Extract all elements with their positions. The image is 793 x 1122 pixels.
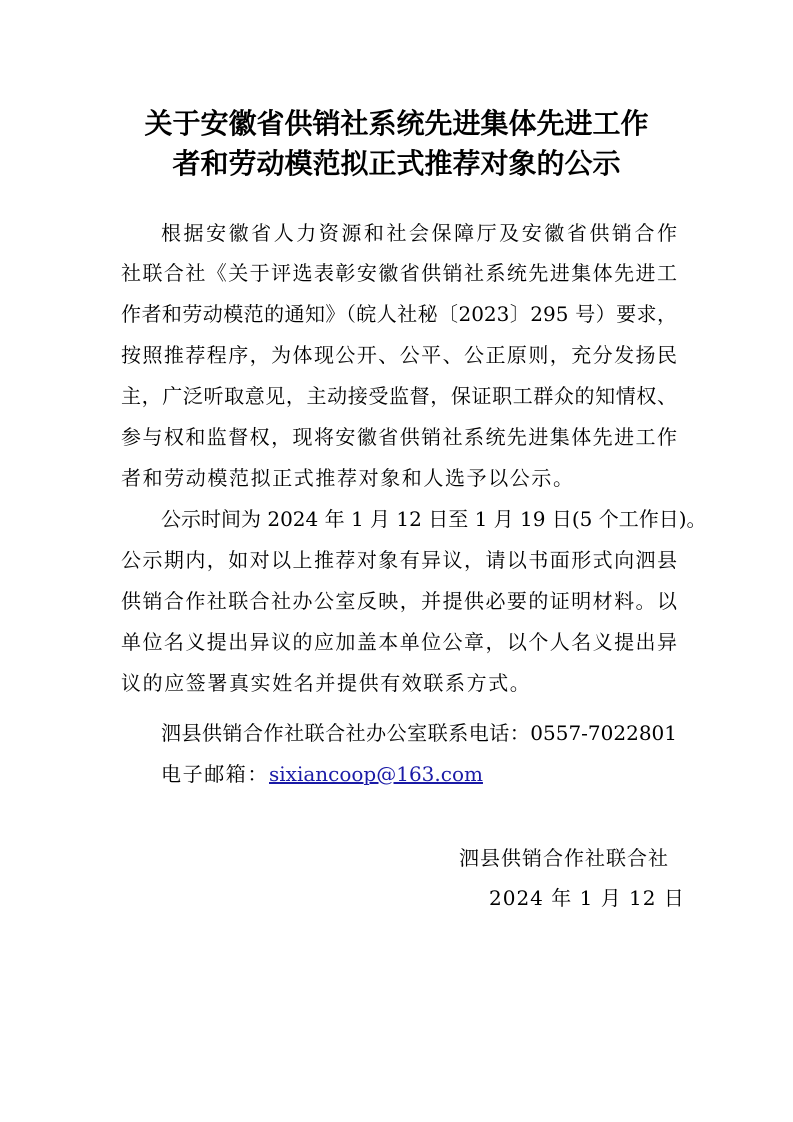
paragraph-2-line-2: 公示期内，如对以上推荐对象有异议，请以书面形式向泗县	[121, 548, 677, 572]
paragraph-1-line-6: 参与权和监督权，现将安徽省供销社系统先进集体先进工作	[121, 425, 677, 449]
paragraph-1-line-3: 作者和劳动模范的通知》（皖人社秘〔2023〕295 号）要求，	[121, 302, 677, 326]
contact-email-line	[161, 759, 677, 789]
paragraph-1-line-2: 社联合社《关于评选表彰安徽省供销社系统先进集体先进工	[121, 261, 677, 285]
paragraph-2-line-4: 单位名义提出异议的应加盖本单位公章，以个人名义提出异	[121, 630, 677, 654]
paragraph-2-line-1: 公示时间为 2024 年 1 月 12 日至 1 月 19 日(5 个工作日)。	[161, 507, 707, 531]
paragraph-2-line-3: 供销合作社联合社办公室反映，并提供必要的证明材料。以	[121, 589, 677, 613]
signature-organization: 泗县供销合作社联合社	[459, 846, 669, 870]
contact-phone: 泗县供销合作社联合社办公室联系电话：0557-7022801	[161, 721, 677, 745]
email-link[interactable]: sixiancoop@163.com	[269, 762, 483, 786]
document-title-line-1: 关于安徽省供销社系统先进集体先进工作	[144, 107, 649, 140]
paragraph-1-line-5: 主，广泛听取意见，主动接受监督，保证职工群众的知情权、	[121, 384, 677, 408]
signature-date: 2024 年 1 月 12 日	[489, 886, 685, 910]
document-title-line-2: 者和劳动模范拟正式推荐对象的公示	[172, 147, 621, 180]
paragraph-2-line-5: 议的应签署真实姓名并提供有效联系方式。	[121, 671, 532, 695]
paragraph-1-line-7: 者和劳动模范拟正式推荐对象和人选予以公示。	[121, 466, 575, 490]
paragraph-1-line-1: 根据安徽省人力资源和社会保障厅及安徽省供销合作	[161, 221, 677, 245]
email-label: 电子邮箱：	[161, 762, 269, 786]
paragraph-1-line-4: 按照推荐程序，为体现公开、公平、公正原则，充分发扬民	[121, 343, 677, 367]
